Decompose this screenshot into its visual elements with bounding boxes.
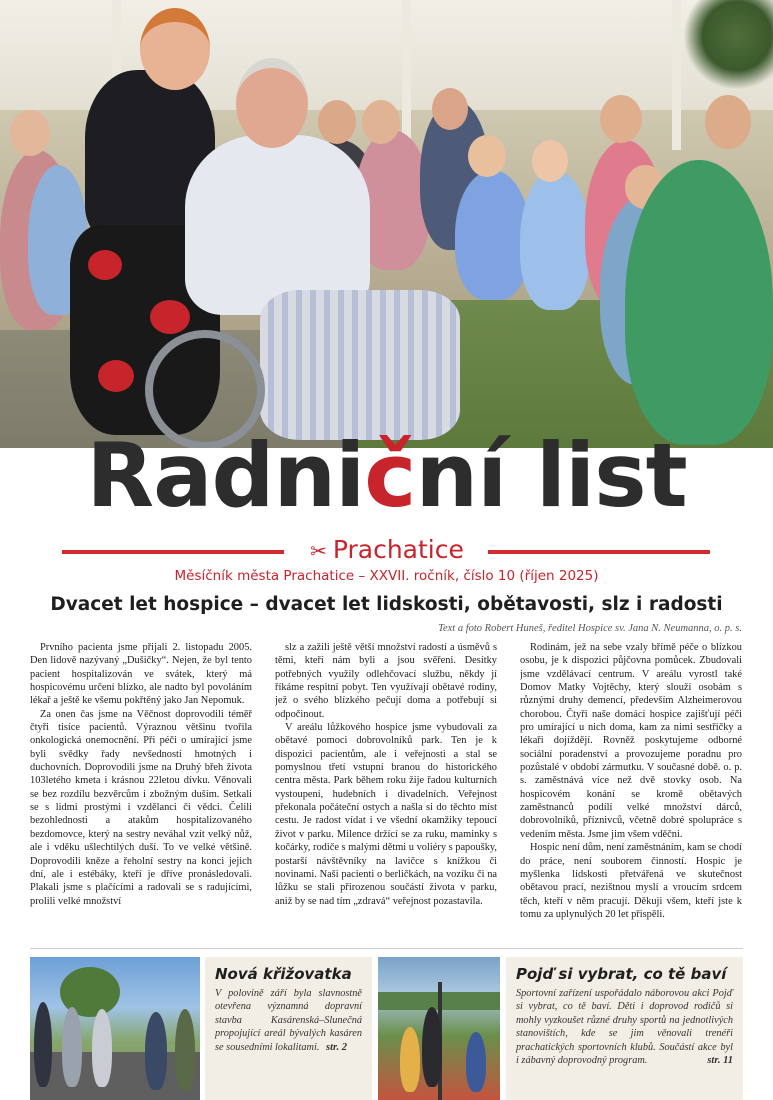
official-person — [145, 1012, 167, 1090]
teaser-photo-crossroad — [30, 957, 200, 1100]
tree-foliage — [683, 0, 773, 90]
city-crest-icon: ✂ — [310, 539, 327, 563]
section-divider — [30, 948, 743, 949]
masthead-subtitle: Měsíčník města Prachatice – XXVII. ročník, číslo 10 (říjen 2025) — [174, 568, 599, 584]
article-paragraph: V areálu lůžkového hospice jsme vybudovali za obětavé pomoci dobrovolníků park. Ten je k dispozici pacientům, ale i veřejnosti a stal se pomyslnou třetí vstupní branou do historického centra města. Park během roku žije řadou kulturních vystoupení, hudebních i divadelních. Veřejnost překonala počáteční ostych a našla si do těchto míst cestu. Je radost vídat i ve všední okamžiky tepoucí život v parku. Milence držící se za ruku, maminky s kočárky, rodiče s malými dětmi u voliéry s papoušky, postarší návštěvníky na lavičce s knížkou či novinami. Naši pacienti o berličkách, na vozíku či na lůžku se stali přirozenou součástí života v parku, aniž by se nad tím „zdravá“ veřejnost pozastavila. — [275, 722, 497, 907]
teaser-photo-sports — [378, 957, 500, 1100]
masthead-title-part: Radni — [86, 424, 365, 527]
teaser-body — [516, 987, 733, 1067]
coach-player — [422, 1007, 442, 1087]
man-white-shirt — [185, 135, 370, 315]
masthead-rule-left — [62, 550, 284, 554]
masthead-rule-right — [488, 550, 710, 554]
striped-pants — [260, 290, 460, 440]
teaser-sports[interactable] — [506, 957, 743, 1100]
teaser-body — [215, 987, 362, 1054]
teaser-body-text: V polovině září byla slavnostně otevřena významná dopravní stavba Kasárenská–Slunečná propojující areál bývalých kasáren se sousedními lokalitami. — [215, 988, 362, 1053]
woman-head — [705, 95, 751, 149]
article-paragraph: Rodinám, jež na sebe vzaly břímě péče o blízkou osobu, je k dispozici půjčovna pomůcek. Zbudovali jsme vzdělávací centrum. V areálu vyrostl také Domov Matky Vojtěchy, který slouží osobám s různými druhy demencí, především Alzheimerovou chorobou. Čtyři naše domácí hospice zajišťují péči pro umírající u nich doma, kam za nimi sestřičky a lékaři dojíždějí. Rovněž poskytujeme odborné sociální poradenství a provozujeme poradnu pro pozůstalé v období zármutku. V současné době. o. p. s. zaměstnává více než dvě stovky osob. Na hospicovém konání se kromě obětavých zaměstnanců podílí velké množství dárců, dobrovolníků, příznivců, včetně dobré spolupráce s vedením města. Jsme jim všem vděčni. — [520, 642, 742, 840]
floral-pattern — [88, 250, 122, 280]
child-player — [466, 1032, 486, 1092]
teaser-body-text: Sportovní zařízení uspořádalo náborovou akci Pojď si vybrat, co tě baví. Děti i doprovod rodičů si mohly vyzkoušet různé druhy sportů na jednotlivých stanovištích, kde se jim věnovali trenéři prachatických sportovních klubů. Součástí akce byl i zábavný doprovodný program. — [516, 988, 733, 1067]
floral-pattern — [98, 360, 134, 392]
man-head — [236, 58, 308, 148]
audience-head — [432, 88, 468, 130]
article-paragraph: Prvního pacienta jsme přijali 2. listopadu 2005. Den lidově nazývaný „Dušičky“. Nejen, že byl tento pacient hospitalizován ve svátek, který má hospicovému určení blízko, ale nadto byl povoláním lékař a ještě ke všemu pokřtěný jako Jan Nepomuk. — [30, 642, 252, 707]
tent-pole — [672, 0, 681, 150]
official-person — [175, 1009, 195, 1091]
masthead-title-part: ní list — [415, 424, 687, 527]
official-person — [34, 1002, 52, 1087]
child-blue-dress — [455, 170, 530, 300]
article-paragraph: Hospic není dům, není zaměstnáním, kam se chodí do práce, není souborem činností. Hospic je myšlenka lidskosti přetvářená ve skutečnost obětavou prací, nezištnou myslí a vroucím srdcem těch, kteří v něm pracují. Děkuji všem, kteří jste k tomu za uplynulých 20 let přispěli. — [520, 842, 742, 920]
child-player — [400, 1027, 420, 1092]
teaser-crossroad[interactable] — [205, 957, 372, 1100]
article-credit: Text a foto Robert Huneš, ředitel Hospice sv. Jana N. Neumanna, o. p. s. — [438, 623, 742, 634]
masthead-city — [292, 534, 482, 567]
audience-head — [10, 110, 50, 156]
audience-head — [318, 100, 356, 144]
masthead-city-row — [62, 534, 710, 566]
teaser-page-link[interactable]: str. 2 — [325, 1041, 347, 1053]
woman-green-dress — [625, 160, 773, 445]
tent-pole — [402, 0, 411, 150]
official-person — [62, 1007, 82, 1087]
teaser-title: Nová křižovatka — [215, 965, 352, 983]
article-paragraph: slz a zažili ještě větší množství radostí a úsměvů s těmi, kteří nám byli a jsou svěřeni. Desítky potřebných využily odlehčovací službu, někdy jí říkáme respitní pobyt. Ten využívají obětavé rodiny, jež o svého blízkého pečují doma a potřebují si odpočinout. — [275, 642, 497, 720]
masthead-title-accent-letter: č — [364, 424, 416, 527]
floral-pattern — [150, 300, 190, 334]
article-column-2 — [275, 641, 497, 943]
article-column-1 — [30, 641, 252, 943]
woman-head — [600, 95, 642, 143]
child-head — [532, 140, 568, 182]
child-head — [468, 135, 506, 177]
masthead-title — [0, 424, 773, 527]
article-headline: Dvacet let hospice – dvacet let lidskosti, obětavosti, slz i radosti — [50, 594, 723, 615]
masthead-city-label: Prachatice — [332, 535, 464, 564]
teaser-page-link[interactable]: str. 11 — [707, 1055, 733, 1067]
woman-head — [140, 8, 210, 90]
article-paragraph: Za onen čas jsme na Věčnost doprovodili téměř čtyři tisíce pacientů. Výraznou většinu tvořila onkologická onemocnění. Při péči o umírající jsme byli svědky řady nevšedností hmotných i duchovních. Doprovodili jsme na Druhý břeh života 103letého kmeta i krásnou 22letou dívku. Věnovali se bez rozdílu bezvěrcům i zbožným duším. Setkali se s lidmi prostými i vzdělanci či vědci. Čelili bezohlednosti a atakům hospitalizovaného bezdomovce, který na sestry neváhal vzít velký nůž, ale i vděku ušlechtilých duší. To ve velké většině. Doprovodili kněze a řeholní sestry na konci jejich dní, ale i estébáky, kteří je dříve pronásledovali. Plakali jsme s plačícími a radovali se s radujícími, prolili velké množství — [30, 708, 252, 907]
child-blue-dress — [520, 170, 590, 310]
cover-photo — [0, 0, 773, 448]
teaser-title: Pojď si vybrat, co tě baví — [516, 965, 727, 983]
article-column-3 — [520, 641, 742, 943]
audience-head — [362, 100, 400, 144]
official-person — [92, 1009, 112, 1087]
